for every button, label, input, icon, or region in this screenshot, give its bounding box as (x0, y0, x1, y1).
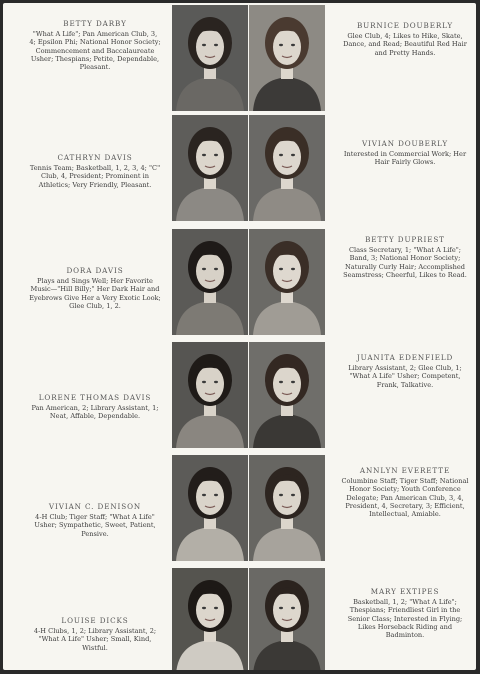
student-name: VIVIAN DOUBERLY (361, 139, 449, 148)
portrait-photo (172, 5, 248, 111)
student-portrait (249, 342, 325, 448)
student-portrait (172, 229, 248, 335)
student-activities: Pan American, 2; Library Assistant, 1; Neat, Affable, Dependable. (31, 404, 159, 421)
student-name: DORA DAVIS (66, 266, 124, 275)
student-caption-left (29, 617, 161, 652)
student-activities: 4-H Club; Tiger Staff; "What A Life" Usher; Sympathetic, Sweet, Patient, Pensive. (34, 513, 156, 538)
student-portrait (172, 455, 248, 561)
student-activities: 4-H Clubs, 1, 2; Library Assistant, 2; "What A Life" Usher; Small, Kind, Wistful. (33, 627, 157, 652)
student-caption-right (339, 588, 471, 639)
portrait-photo (249, 568, 325, 670)
student-name: LORENE THOMAS DAVIS (38, 393, 152, 402)
yearbook-page (3, 3, 476, 670)
student-name: CATHRYN DAVIS (57, 153, 133, 162)
student-caption-right (339, 22, 471, 57)
student-activities: Class Secretary, 1; "What A Life"; Band, 3; National Honor Society; Naturally Curly Hair; Accomplished Seamstress; Cheerful, Likes to Read. (343, 246, 467, 279)
portrait-photo (249, 229, 325, 335)
student-portrait (249, 229, 325, 335)
student-activities: Glee Club, 4; Likes to Hike, Skate, Dance, and Read; Beautiful Red Hair and Pretty Hands. (343, 32, 467, 57)
student-activities: Columbine Staff; Tiger Staff; National Honor Society; Youth Conference Delegate; Pan American Club, 3, 4, President, 4, Secretary, 3; Efficient, Intellectual, Amiable. (341, 477, 469, 519)
student-caption-left (29, 267, 161, 310)
student-row (3, 113, 476, 227)
portrait-photo (172, 115, 248, 221)
portrait-photo (249, 115, 325, 221)
student-activities: Library Assistant, 2; Glee Club, 1; "What A Life" Usher; Competent, Frank, Talkative. (348, 364, 462, 389)
student-caption-left (29, 154, 161, 189)
student-caption-right (339, 354, 471, 389)
portrait-photo (172, 342, 248, 448)
student-portrait (249, 115, 325, 221)
student-name: MARY EXTIPES (370, 587, 440, 596)
portrait-photo (249, 342, 325, 448)
student-portrait (249, 568, 325, 670)
student-row (3, 3, 476, 113)
student-activities: Plays and Sings Well; Her Favorite Music—"Hill Billy;" Her Dark Hair and Eyebrows Give Her a Very Exotic Look; Glee Club, 1, 2. (29, 277, 161, 310)
student-row (3, 227, 476, 340)
portrait-photo (172, 229, 248, 335)
student-portrait (172, 5, 248, 111)
student-name: ANNLYN EVERETTE (359, 466, 451, 475)
student-caption-right (339, 467, 471, 518)
student-portrait (249, 5, 325, 111)
student-portrait (172, 115, 248, 221)
student-caption-right (339, 140, 471, 167)
student-row (3, 340, 476, 453)
student-caption-left (29, 20, 161, 71)
student-activities: "What A Life"; Pan American Club, 3, 4; Epsilon Phi; National Honor Society; Commencement and Baccalaureate Usher; Thespians; Petite, Dependable, Pleasant. (29, 30, 161, 72)
student-row (3, 566, 476, 670)
student-caption-left (29, 394, 161, 421)
student-caption-right (339, 236, 471, 279)
student-name: LOUISE DICKS (61, 616, 129, 625)
student-activities: Tennis Team; Basketball, 1, 2, 3, 4; "C" Club, 4, President; Prominent in Athletics; Very Friendly, Pleasant. (29, 164, 161, 189)
student-name: JUANITA EDENFIELD (356, 353, 454, 362)
student-activities: Interested in Commercial Work; Her Hair Fairly Glows. (343, 150, 467, 167)
portrait-photo (249, 5, 325, 111)
student-row (3, 453, 476, 566)
student-name: BETTY DUPRIEST (365, 235, 445, 244)
student-portrait (172, 342, 248, 448)
portrait-photo (172, 455, 248, 561)
portrait-photo (172, 568, 248, 670)
student-name: BETTY DARBY (63, 19, 127, 28)
student-activities: Basketball, 1, 2; "What A Life"; Thespians; Friendliest Girl in the Senior Class; Interested in Flying; Likes Horseback Riding and Badminton. (347, 598, 463, 640)
student-caption-left (29, 503, 161, 538)
student-name: BURNICE DOUBERLY (356, 21, 454, 30)
student-name: VIVIAN C. DENISON (48, 502, 142, 511)
student-portrait (172, 568, 248, 670)
portrait-photo (249, 455, 325, 561)
student-portrait (249, 455, 325, 561)
